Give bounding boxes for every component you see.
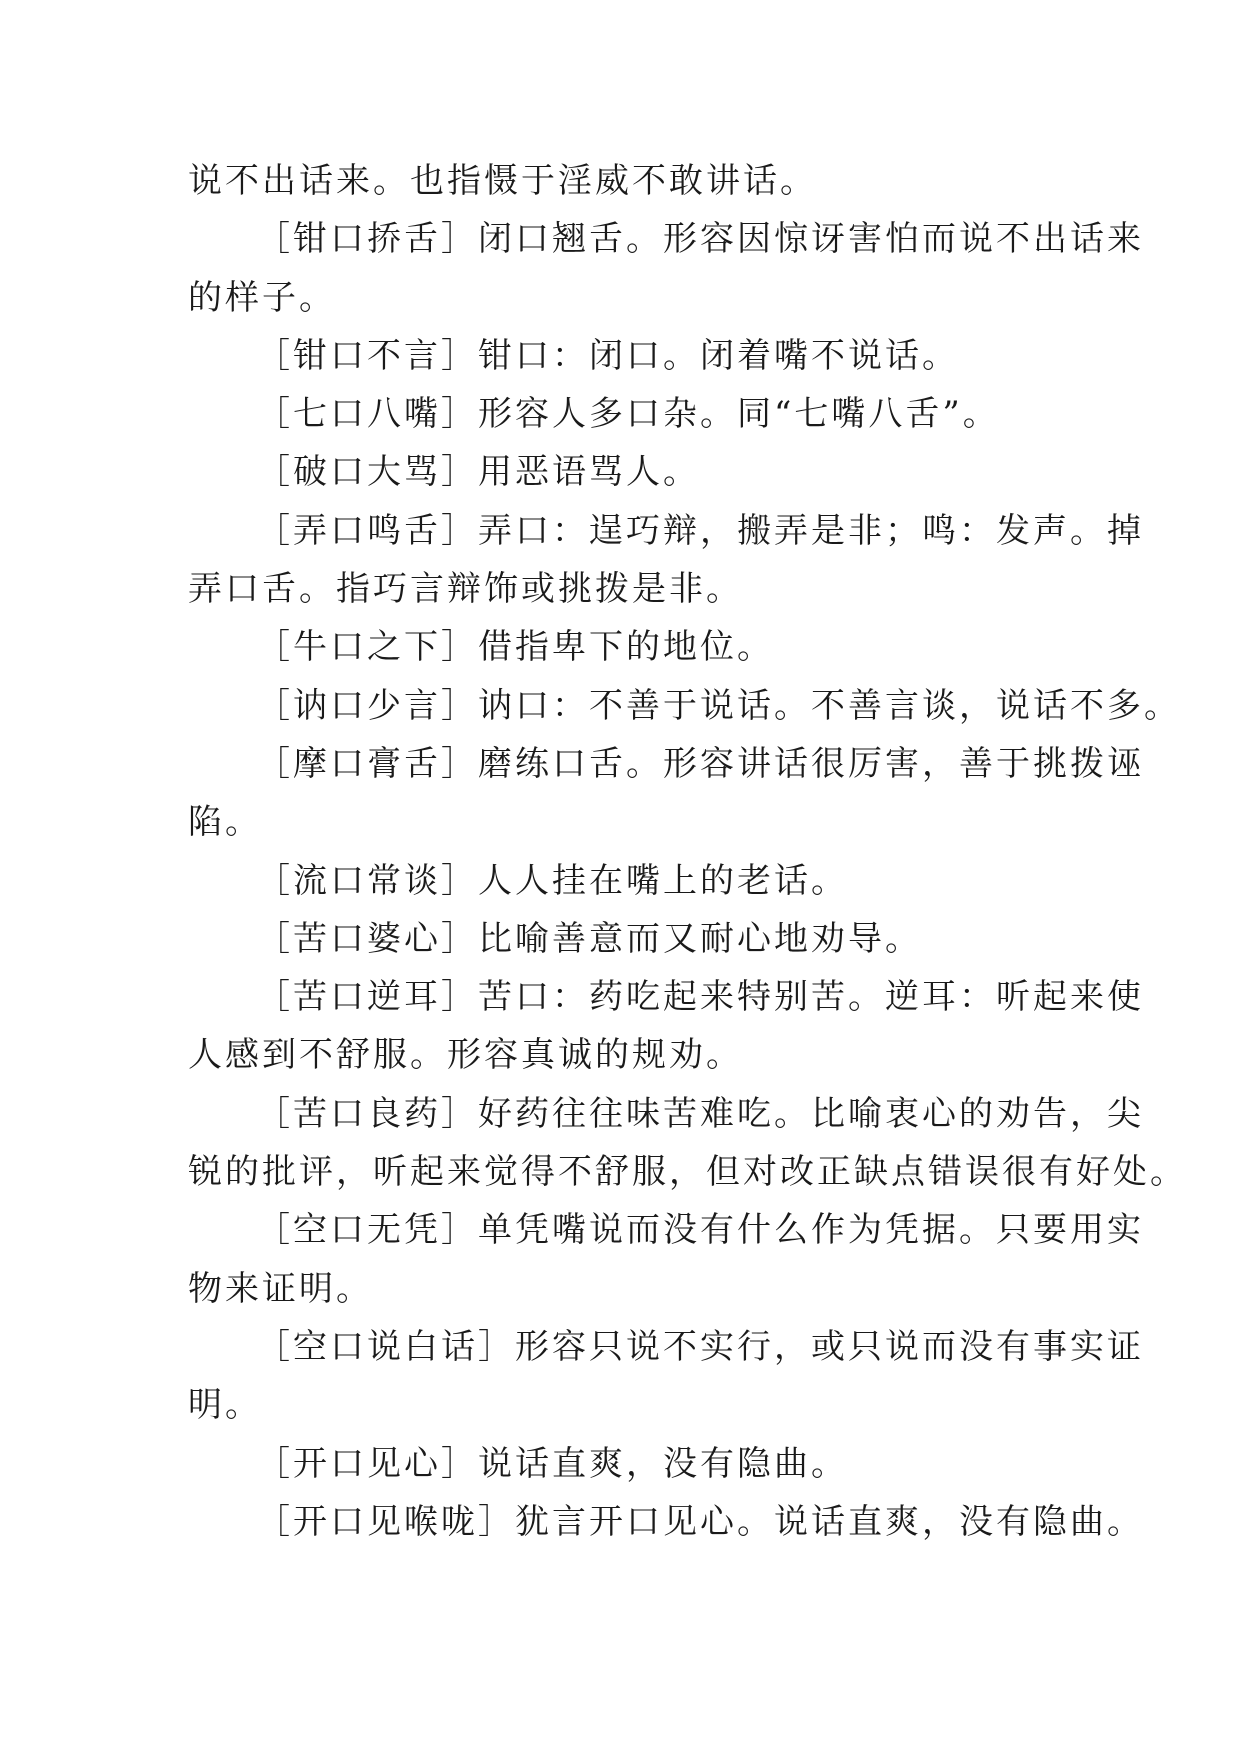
text-line: ［苦口良药］好药往往味苦难吃。比喻衷心的劝告，尖 (256, 1093, 1144, 1134)
paragraph (188, 677, 1181, 735)
paragraph (188, 443, 1056, 501)
text-line: ［空口无凭］单凭嘴说而没有什么作为凭据。只要用实 (256, 1210, 1144, 1251)
paragraph (188, 1493, 1144, 1551)
text-line: 的样子。 (188, 277, 336, 318)
text-line: 人感到不舒服。形容真诚的规劝。 (188, 1035, 743, 1076)
text-line: ［牛口之下］借指卑下的地位。 (256, 627, 774, 668)
text-line: ［弄口鸣舌］弄口：逞巧辩，搬弄是非；鸣：发声。掉 (256, 510, 1144, 551)
text-line: ［讷口少言］讷口：不善于说话。不善言谈，说话不多。 (256, 685, 1181, 726)
paragraph (188, 152, 1056, 210)
paragraph (188, 910, 1056, 968)
paragraph (188, 1318, 1144, 1435)
paragraph (188, 327, 1056, 385)
paragraph (188, 385, 1056, 443)
text-line: ［空口说白话］形容只说不实行，或只说而没有事实证 (256, 1326, 1144, 1367)
paragraph (188, 968, 1144, 1085)
text-line: ［七口八嘴］形容人多口杂。同“七嘴八舌”。 (256, 394, 1000, 435)
paragraph (188, 1435, 1056, 1493)
text-line: ［流口常谈］人人挂在嘴上的老话。 (256, 860, 848, 901)
text-line: ［开口见喉咙］犹言开口见心。说话直爽，没有隐曲。 (256, 1501, 1144, 1542)
text-line: 物来证明。 (188, 1268, 373, 1309)
paragraph (188, 618, 1056, 676)
text-line: ［苦口婆心］比喻善意而又耐心地劝导。 (256, 918, 922, 959)
paragraph (188, 210, 1144, 327)
paragraph (188, 852, 1056, 910)
text-line: ［摩口膏舌］磨练口舌。形容讲话很厉害，善于挑拨诬 (256, 743, 1144, 784)
body-text (188, 152, 1187, 1551)
text-line: 明。 (188, 1385, 262, 1426)
text-line: 锐的批评，听起来觉得不舒服，但对改正缺点错误很有好处。 (188, 1152, 1187, 1193)
paragraph (188, 1201, 1144, 1318)
text-line: 说不出话来。也指慑于淫威不敢讲话。 (188, 161, 817, 201)
text-line: ［开口见心］说话直爽，没有隐曲。 (256, 1443, 848, 1484)
text-line: 陷。 (188, 802, 262, 843)
text-line: ［钳口挢舌］闭口翘舌。形容因惊讶害怕而说不出话来 (256, 219, 1144, 260)
text-line: ［钳口不言］钳口：闭口。闭着嘴不说话。 (256, 335, 959, 376)
paragraph (188, 502, 1144, 619)
text-line: ［苦口逆耳］苦口：药吃起来特别苦。逆耳：听起来使 (256, 977, 1144, 1018)
paragraph (188, 735, 1144, 852)
paragraph (188, 1085, 1187, 1202)
text-line: ［破口大骂］用恶语骂人。 (256, 452, 700, 493)
text-line: 弄口舌。指巧言辩饰或挑拨是非。 (188, 569, 743, 610)
